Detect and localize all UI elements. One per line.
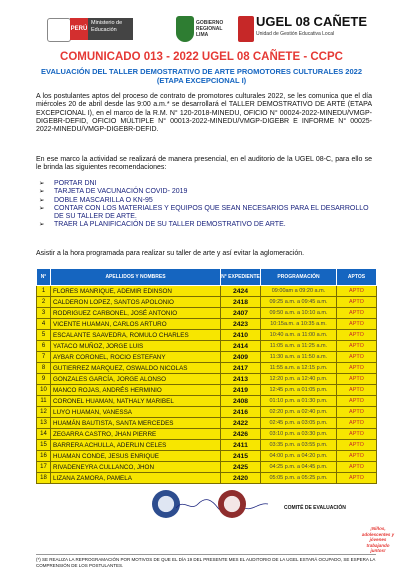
gobierno-regional-label: GOBIERNO REGIONAL LIMA	[196, 20, 224, 38]
cell-number: 16	[37, 451, 51, 462]
cell-apto: APTO	[337, 363, 377, 374]
cell-number: 14	[37, 429, 51, 440]
intro-paragraph: A los postulantes aptos del proceso de contrato de promotores culturales 2022, se les comunica que el día miércoles 20 de abril desde las 9:00 a.m.* se desarrollará el TALLER DEMOSTRATIVO DE ARTE (ETAPA EXCEPCIONAL I), en el marco de la R.M. N° 120-2018-MINEDU, OFICIO N° 00024-2022-MINEDU/VMGP-DIGEBR-DEFID, OFICIO MÚLTIPLE N° 00013-2022-MINEDU/VMGP-DIGEBR E INFORME N° 00025-2022-MINEDU/VMGP-DIGEBR-DEFID.	[36, 93, 372, 134]
table-row	[37, 286, 377, 297]
cell-expediente: 2415	[221, 451, 261, 462]
cell-programacion: 02:45 p.m. a 03:05 p.m.	[261, 418, 337, 429]
cell-number: 15	[37, 440, 51, 451]
peru-coat-of-arms-icon	[47, 18, 71, 42]
cell-number: 11	[37, 396, 51, 407]
cell-programacion: 03:35 p.m. a 03:55 p.m.	[261, 440, 337, 451]
cell-expediente: 2424	[221, 286, 261, 297]
seal-stamp-icon	[218, 490, 246, 518]
cell-number: 12	[37, 407, 51, 418]
peru-label: PERÚ	[70, 18, 88, 40]
cell-apto: APTO	[337, 418, 377, 429]
table-row	[37, 352, 377, 363]
cell-programacion: 11:30 a.m. a 11:50 a.m.	[261, 352, 337, 363]
recommendations-list	[36, 180, 372, 230]
cell-name: AYBAR CORONEL, ROCIO ESTEFANY	[51, 352, 221, 363]
ugel-subtitle: Unidad de Gestión Educativa Local	[256, 31, 335, 37]
ugel-logo-icon	[238, 16, 254, 42]
cell-name: GUTIERREZ MARQUEZ, OSWALDO NICOLAS	[51, 363, 221, 374]
cell-name: GONZALES GARCÍA, JORGE ALONSO	[51, 374, 221, 385]
recommendation-item: ➢ TRAER LA PLANIFICACIÓN DE SU TALLER DEMOSTRATIVO DE ARTE.	[36, 221, 372, 229]
cell-number: 3	[37, 308, 51, 319]
cell-apto: APTO	[337, 374, 377, 385]
cell-programacion: 02:20 p.m. a 02:40 p.m.	[261, 407, 337, 418]
cell-expediente: 2410	[221, 330, 261, 341]
cell-expediente: 2422	[221, 418, 261, 429]
cell-expediente: 2418	[221, 297, 261, 308]
cell-number: 9	[37, 374, 51, 385]
cell-apto: APTO	[337, 352, 377, 363]
cell-apto: APTO	[337, 308, 377, 319]
cell-name: VICENTE HUAMAN, CARLOS ARTURO	[51, 319, 221, 330]
cell-programacion: 10:15a.m. a 10:35 a.m.	[261, 319, 337, 330]
table-row	[37, 363, 377, 374]
cell-programacion: 05:05 p.m. a 05:25 p.m.	[261, 473, 337, 484]
cell-number: 18	[37, 473, 51, 484]
column-header-programacion: PROGRAMACIÓN	[261, 269, 337, 286]
recommendation-item: ➢ TARJETA DE VACUNACIÓN COVID- 2019	[36, 188, 372, 196]
document-subtitle: EVALUACIÓN DEL TALLER DEMOSTRATIVO DE ARTE PROMOTORES CULTURALES 2022 (ETAPA EXCEPCIONAL I)	[41, 67, 362, 85]
column-header-aptos: APTOS	[337, 269, 377, 286]
cell-number: 5	[37, 330, 51, 341]
cell-expediente: 2407	[221, 308, 261, 319]
cell-apto: APTO	[337, 407, 377, 418]
cell-expediente: 2423	[221, 319, 261, 330]
cell-number: 7	[37, 352, 51, 363]
document-title: COMUNICADO 013 - 2022 UGEL 08 CAÑETE - CCPC	[60, 51, 343, 63]
cell-programacion: 01:10 p.m. a 01:30 p.m.	[261, 396, 337, 407]
column-header-names: APELLIDOS Y NOMBRES	[51, 269, 221, 286]
cell-name: HUAMÁN BAUTISTA, SANTA MERCEDES	[51, 418, 221, 429]
cell-expediente: 2413	[221, 374, 261, 385]
cell-name: ESCALANTE SAAVEDRA, ROMULO CHARLES	[51, 330, 221, 341]
table-row	[37, 440, 377, 451]
cell-name: LIZANA ZAMORA, PAMELA	[51, 473, 221, 484]
cell-programacion: 03:10 p.m. a 03:30 p.m.	[261, 429, 337, 440]
column-header-number: N°	[37, 269, 51, 286]
header-bar	[0, 6, 403, 46]
attendance-note: Asistir a la hora programada para realizar su taller de arte y así evitar la aglomeración.	[36, 250, 305, 257]
cell-apto: APTO	[337, 462, 377, 473]
cell-programacion: 04:00 p.m. a 04:20 p.m.	[261, 451, 337, 462]
cell-expediente: 2414	[221, 341, 261, 352]
cell-name: FLORES MANRIQUE, ADEMIR EDINSON	[51, 286, 221, 297]
cell-name: YATACO MUÑOZ, JORGE LUIS	[51, 341, 221, 352]
cell-expediente: 2417	[221, 363, 261, 374]
cell-name: HUAMAN CONDE, JESUS ENRIQUE	[51, 451, 221, 462]
ministerio-label: Ministerio de Educación	[88, 18, 133, 40]
cell-name: ZEGARRA CASTRO, JHAN PIERRE	[51, 429, 221, 440]
cell-name: BARRERA ACHULLA, ADERLIN CELES	[51, 440, 221, 451]
cell-programacion: 11:55 a.m. a 12:15 p.m.	[261, 363, 337, 374]
table-row	[37, 429, 377, 440]
cell-number: 17	[37, 462, 51, 473]
cell-number: 6	[37, 341, 51, 352]
table-row	[37, 341, 377, 352]
table-row	[37, 308, 377, 319]
cell-programacion: 09:50 a.m. a 10:10 a.m.	[261, 308, 337, 319]
cell-programacion: 12:20 p.m. a 12:40 p.m.	[261, 374, 337, 385]
table-row	[37, 407, 377, 418]
cell-name: RODRIGUEZ CARBONEL, JOSÉ ANTONIO	[51, 308, 221, 319]
cell-programacion: 12:45 p.m. a 01:05 p.m.	[261, 385, 337, 396]
cell-name: LUYO HUAMAN, VANESSA	[51, 407, 221, 418]
recommendation-item: ➢ CONTAR CON LOS MATERIALES Y EQUIPOS QUE SEAN NECESARIOS PARA EL DESARROLLO DE SU TALLER DE ARTE.	[36, 205, 372, 222]
cell-apto: APTO	[337, 385, 377, 396]
table-body	[37, 286, 377, 484]
cell-expediente: 2425	[221, 462, 261, 473]
table-row	[37, 319, 377, 330]
recommendation-item: ➢ PORTAR DNI	[36, 180, 372, 188]
cell-apto: APTO	[337, 429, 377, 440]
table-row	[37, 473, 377, 484]
cell-apto: APTO	[337, 440, 377, 451]
ugel-title: UGEL 08 CAÑETE	[256, 14, 368, 29]
cell-number: 10	[37, 385, 51, 396]
table-header-row	[37, 269, 377, 286]
cell-apto: APTO	[337, 473, 377, 484]
cell-expediente: 2411	[221, 440, 261, 451]
cell-programacion: 09:25 a.m. a 09:45 a.m.	[261, 297, 337, 308]
table-row	[37, 462, 377, 473]
cell-apto: APTO	[337, 451, 377, 462]
cell-apto: APTO	[337, 396, 377, 407]
cell-programacion: 11:05 a.m. a 11:25 a.m.	[261, 341, 337, 352]
footer-note: (*) SE REALIZA LA REPROGRAMACIÓN POR MOTIVOS DE QUE EL DÍA 19 DEL PRESENTE MES EL AUDITORIO DE LA UGEL ESTARÁ OCUPADO, SE ESPERA LA COMPRENSIÓN DE LOS POSTULANTES.	[36, 554, 376, 568]
cell-programacion: 04:25 p.m. a 04:45 p.m.	[261, 462, 337, 473]
cell-apto: APTO	[337, 286, 377, 297]
context-paragraph: En ese marco la actividad se realizará de manera presencial, en el auditorio de la UGEL 08-C, para ello se le brinda las siguientes recomendaciones:	[36, 156, 372, 172]
table-row	[37, 297, 377, 308]
cell-expediente: 2408	[221, 396, 261, 407]
cell-number: 4	[37, 319, 51, 330]
cell-name: MANCO ROJAS, ANDRÉS HERMINIO	[51, 385, 221, 396]
comite-label: COMITÉ DE EVALUACIÓN	[284, 505, 346, 511]
table-row	[37, 418, 377, 429]
cell-apto: APTO	[337, 297, 377, 308]
gobierno-regional-shield-icon	[176, 16, 194, 42]
cell-programacion: 09:00am a 09:20 a.m.	[261, 286, 337, 297]
cell-expediente: 2419	[221, 385, 261, 396]
slogan-logo: ¡Niños, adolescentes y jóvenes trabajando juntos!	[361, 526, 395, 553]
table-row	[37, 385, 377, 396]
cell-apto: APTO	[337, 330, 377, 341]
cell-number: 8	[37, 363, 51, 374]
cell-number: 1	[37, 286, 51, 297]
table-row	[37, 451, 377, 462]
schedule-table	[36, 268, 377, 484]
cell-expediente: 2416	[221, 407, 261, 418]
cell-name: CALDERON LOPEZ, SANTOS APOLONIO	[51, 297, 221, 308]
cell-number: 13	[37, 418, 51, 429]
cell-apto: APTO	[337, 341, 377, 352]
table-row	[37, 396, 377, 407]
cell-programacion: 10:40 a.m. a 11:00 a.m.	[261, 330, 337, 341]
cell-apto: APTO	[337, 319, 377, 330]
cell-name: RIVADENEYRA CULLANCO, JHON	[51, 462, 221, 473]
table-row	[37, 374, 377, 385]
table-row	[37, 330, 377, 341]
cell-number: 2	[37, 297, 51, 308]
column-header-expediente: N° EXPEDIENTE	[221, 269, 261, 286]
recommendation-item: ➢ DOBLE MASCARILLA O KN-95	[36, 197, 372, 205]
cell-name: CORONEL HUAMAN, NATHALY MARIBEL	[51, 396, 221, 407]
cell-expediente: 2426	[221, 429, 261, 440]
cell-expediente: 2409	[221, 352, 261, 363]
cell-expediente: 2420	[221, 473, 261, 484]
